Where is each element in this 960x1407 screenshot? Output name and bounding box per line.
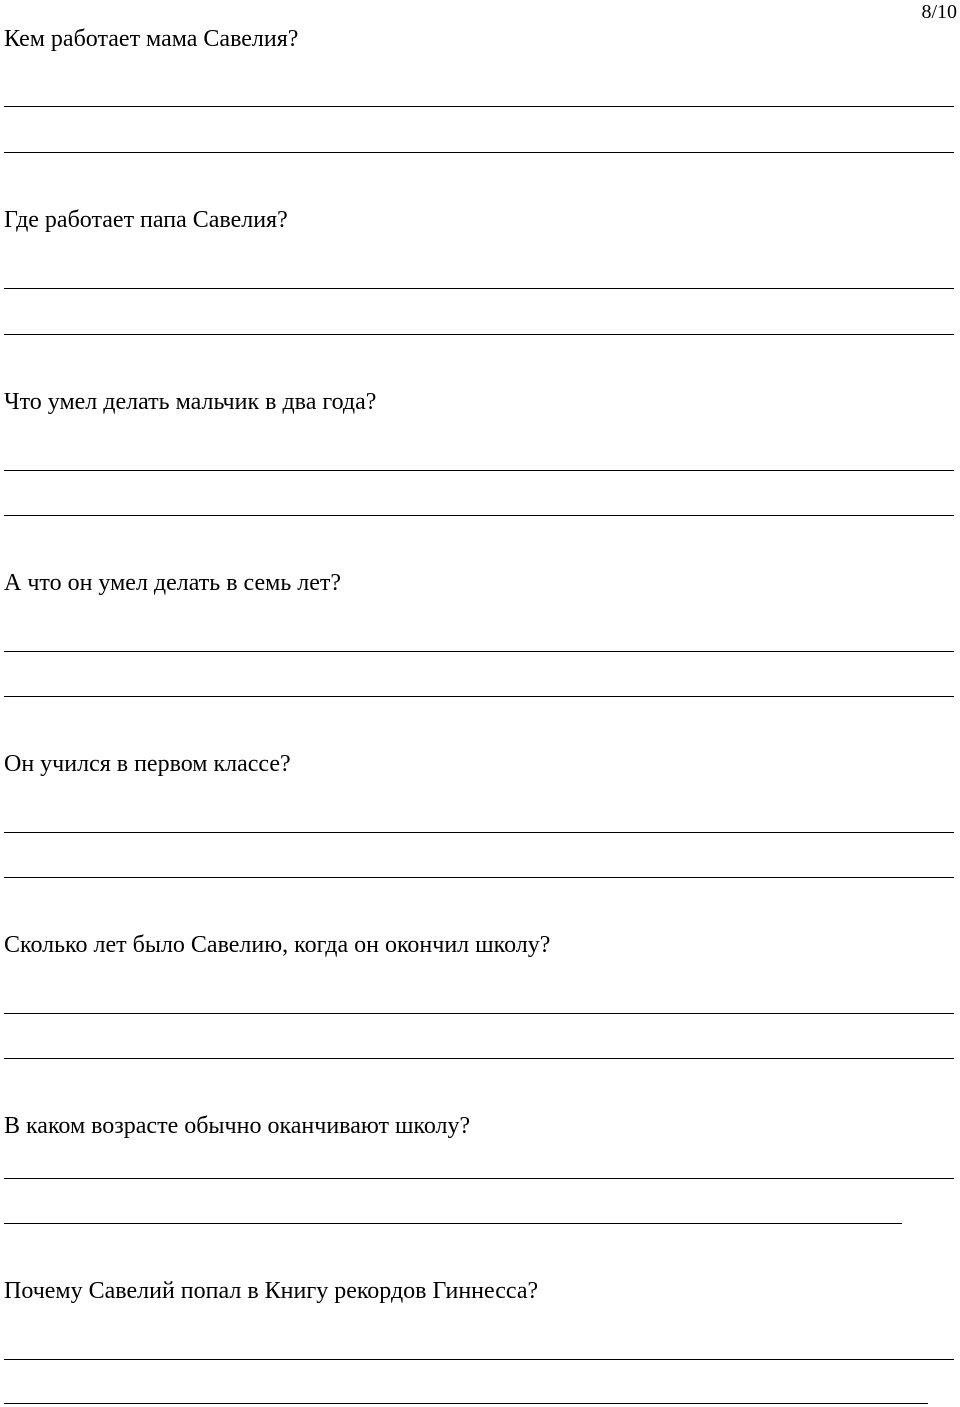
question-7: В каком возрасте обычно оканчивают школу? [4,1113,471,1139]
answer-line-5b[interactable] [4,877,954,878]
question-5: Он учился в первом классе? [4,751,291,777]
answer-line-3b[interactable] [4,515,954,516]
answer-line-7b[interactable] [4,1223,902,1224]
question-1: Кем работает мама Савелия? [4,26,299,52]
answer-line-6b[interactable] [4,1058,954,1059]
answer-line-4b[interactable] [4,696,954,697]
answer-line-2b[interactable] [4,334,954,335]
answer-line-7a[interactable] [4,1178,954,1179]
answer-line-5a[interactable] [4,832,954,833]
answer-line-8a[interactable] [4,1359,954,1360]
question-6: Сколько лет было Савелию, когда он окончил школу? [4,932,551,958]
question-8: Почему Савелий попал в Книгу рекордов Гиннесса? [4,1278,539,1304]
answer-line-8b[interactable] [4,1403,928,1404]
question-2: Где работает папа Савелия? [4,207,288,233]
answer-line-2a[interactable] [4,288,954,289]
answer-line-6a[interactable] [4,1013,954,1014]
answer-line-1b[interactable] [4,152,954,153]
question-4: А что он умел делать в семь лет? [4,570,342,596]
question-3: Что умел делать мальчик в два года? [4,389,377,415]
answer-line-3a[interactable] [4,470,954,471]
answer-line-1a[interactable] [4,106,954,107]
page-number: 8/10 [921,1,957,23]
answer-line-4a[interactable] [4,651,954,652]
